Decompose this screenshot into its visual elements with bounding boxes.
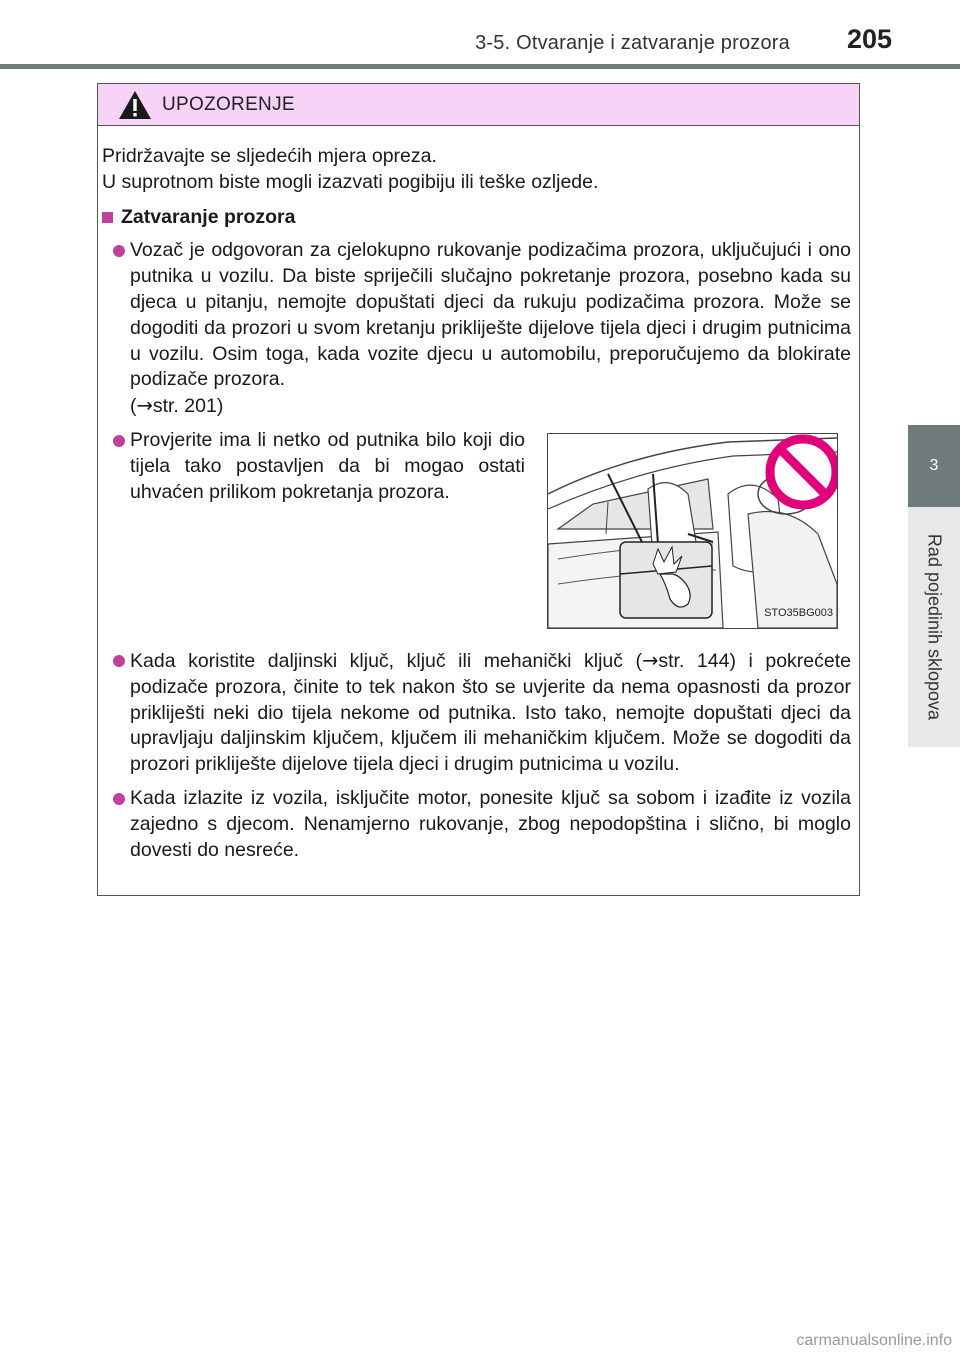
bullet-text: Provjerite ima li netko od putnika bilo koji dio tijela tako postavljen da bi mogao ostati uhvaćen prilikom pokretanja prozora. xyxy=(130,428,525,503)
warning-box xyxy=(97,83,860,896)
page-number: 205 xyxy=(846,24,892,54)
bullet-text-after: ) i pokrećete podizače prozora, činite to tek nakon što se uvjerite da nema opasnosti da prozor prikliješti neki dio tijela nekome od putnika. Isto tako, nemojte dopuštati djeci da upravljaju daljinskim ključem, ključem ili mehaničkim ključem. Može se dogoditi da prozori prikliješte dijelove tijela djeci i drugim putnicima u vozilu. xyxy=(130,649,851,776)
bullet-text: Kada izlazite iz vozila, isključite motor, ponesite ključ sa sobom i izađite iz vozila zajedno s djecom. Nenamjerno rukovanje, zbog nepodopština i slično, bi moglo dovesti do nesreće. xyxy=(130,786,851,861)
header-rule xyxy=(0,64,960,69)
illustration-window-pinch xyxy=(547,433,838,629)
warning-title: UPOZORENJE xyxy=(162,93,295,115)
page-reference: str. 201 xyxy=(152,395,217,418)
bullet-text: Vozač je odgovoran za cjelokupno rukovanje podizačima prozora, uključujući i ono putnika u vozilu. Da biste spriječili slučajno pokretanje prozora, posebno kada su djeca u pitanju, nemojte dopuštati djeci da rukuju podizačima prozora. Može se dogoditi da prozori u svom kretanju prikliješte dijelove tijela djeci i drugim putnicima u vozilu. Osim toga, kada vozite djecu u automobilu, preporučujemo da blokirate podizače prozora. xyxy=(130,239,851,391)
chapter-title: 3-5. Otvaranje i zatvaranje prozora xyxy=(475,32,790,54)
bullet-dot-icon xyxy=(113,245,125,257)
bullet-with-figure xyxy=(102,428,851,640)
watermark: carmanualsonline.info xyxy=(796,1332,952,1349)
page-reference: str. 144 xyxy=(658,649,730,672)
warning-body xyxy=(98,126,859,863)
list-item xyxy=(102,786,851,863)
chapter-tab-number: 3 xyxy=(929,457,939,474)
bullet-dot-icon xyxy=(113,793,125,805)
warning-intro-2: U suprotnom biste mogli izazvati pogibiju ili teške ozljede. xyxy=(102,170,599,193)
chapter-tab xyxy=(908,425,960,507)
list-item xyxy=(102,428,525,505)
arrow-icon: → xyxy=(642,648,659,672)
list-item xyxy=(102,648,851,778)
warning-intro-1: Pridržavajte se sljedećih mjera opreza. xyxy=(102,145,437,167)
page-header xyxy=(0,0,960,70)
warning-header xyxy=(98,84,859,126)
bullet-text-before: Kada koristite daljinski ključ, ključ ili mehanički ključ ( xyxy=(130,649,643,672)
list-item: Vozač je odgovoran za cjelokupno rukovanje podizačima prozora, uključujući i ono putnika u vozilu. Da biste spriječili slučajno pokretanje prozora, posebno kada su djeca u pitanju, nemojte dopuštati djeci da rukuju podizačima prozora. Može se dogoditi da prozori u svom kretanju prikliješte dijelove tijela djeci i drugim putnicima u vozilu. Osim toga, kada vozite djecu u automobilu, preporučujemo da blokirate podizače prozora. (→str. 201) xyxy=(102,238,851,420)
square-bullet-icon xyxy=(102,212,113,223)
bullet-dot-icon xyxy=(113,435,125,447)
arrow-icon: → xyxy=(136,394,153,418)
section-title xyxy=(102,205,851,231)
chapter-label: Rad pojedinih sklopova xyxy=(924,533,945,721)
section-title-text: Zatvaranje prozora xyxy=(121,205,296,228)
car-interior-illustration xyxy=(548,434,837,628)
warning-triangle-icon xyxy=(118,90,152,120)
figure-code: STO35BG003 xyxy=(764,607,833,620)
bullet-dot-icon xyxy=(113,655,125,667)
